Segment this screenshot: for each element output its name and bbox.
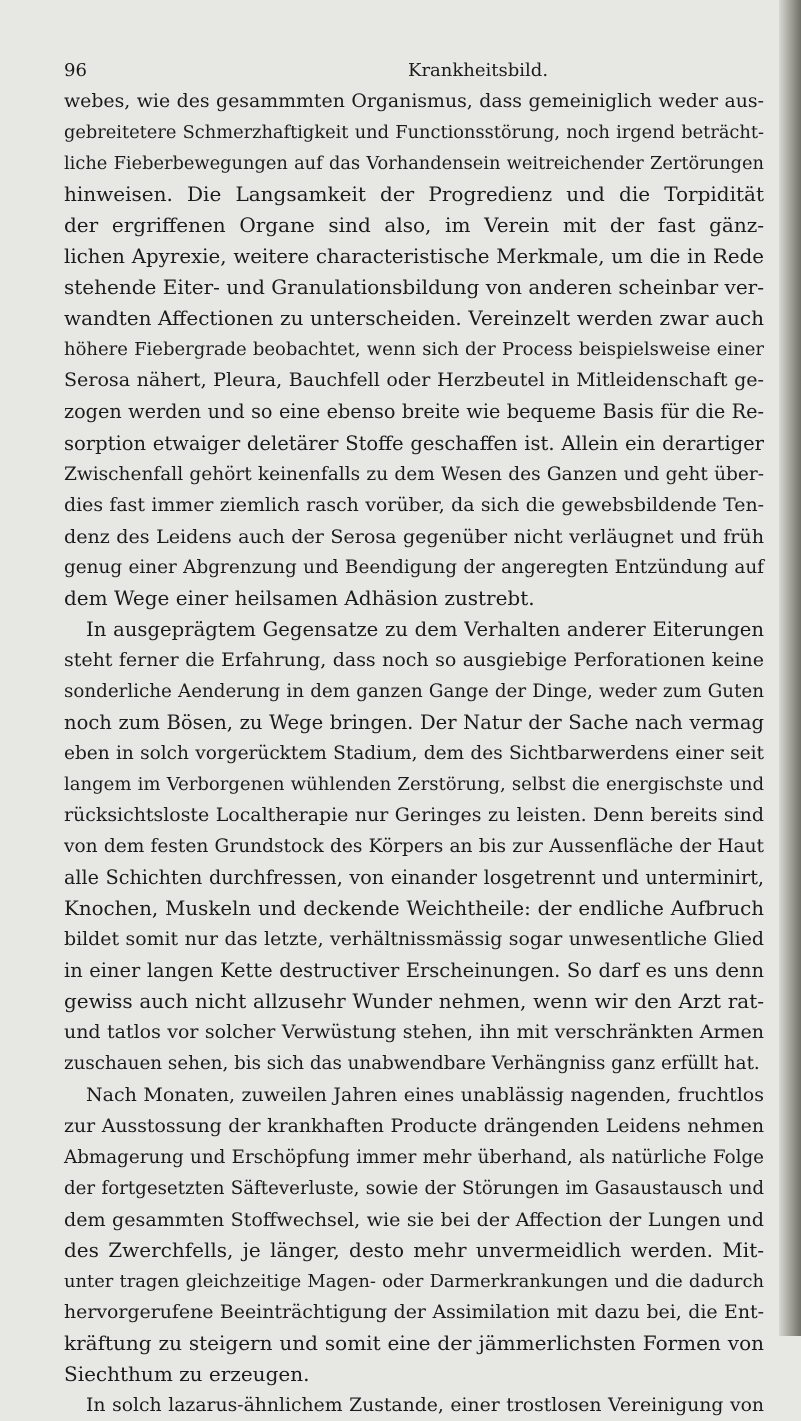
text-line: der fortgesetzten Säfteverluste, sowie der Störungen im Gasaustausch und: [64, 1177, 764, 1199]
text-line: In solch lazarus-ähnlichem Zustande, einer trostlosen Vereinigung von: [86, 1394, 764, 1416]
text-line: Nach Monaten, zuweilen Jahren eines unablässig nagenden, fruchtlos: [86, 1083, 764, 1106]
text-line: wandten Affectionen zu unterscheiden. Vereinzelt werden zwar auch: [64, 306, 764, 331]
text-line: eben in solch vorgerücktem Stadium, dem des Sichtbarwerdens einer seit: [64, 742, 764, 764]
text-line: und tatlos vor solcher Verwüstung stehen, ihn mit verschränkten Armen: [64, 1021, 764, 1044]
body-text: [64, 86, 764, 1421]
text-line: denz des Leidens auch der Serosa gegenüber nicht verläugnet und früh: [64, 524, 764, 548]
text-line: liche Fieberbewegungen auf das Vorhandensein weitreichender Zertörungen: [64, 153, 764, 175]
text-line: langem im Verborgenen wühlenden Zerstörung, selbst die energischste und: [64, 774, 764, 796]
text-line: rücksichtsloste Localtherapie nur Geringes zu leisten. Denn bereits sind: [64, 804, 764, 827]
text-line: webes, wie des gesammmten Organismus, dass gemeiniglich weder aus-: [64, 90, 764, 112]
text-line: von dem festen Grundstock des Körpers an bis zur Aussenfläche der Haut: [64, 836, 764, 858]
text-line: hervorgerufene Beeinträchtigung der Assimilation mit dazu bei, die Ent-: [64, 1300, 764, 1323]
text-line: der ergriffenen Organe sind also, im Verein mit der fast gänz-: [64, 213, 764, 238]
text-line: unter tragen gleichzeitige Magen- oder Darmerkrankungen und die dadurch: [64, 1270, 764, 1292]
text-line: höhere Fiebergrade beobachtet, wenn sich der Process beispielsweise einer: [64, 339, 764, 361]
text-line: stehende Eiter- und Granulationsbildung von anderen scheinbar ver-: [64, 275, 764, 300]
text-line: genug einer Abgrenzung und Beendigung der angeregten Entzündung auf: [64, 556, 764, 578]
text-line: zogen werden und so eine ebenso breite wie bequeme Basis für die Re-: [64, 400, 764, 424]
text-line: in einer langen Kette destructiver Erscheinungen. So darf es uns denn: [64, 959, 764, 983]
text-line: alle Schichten durchfressen, von einander losgetrennt und unterminirt,: [64, 866, 764, 890]
page-number: 96: [64, 60, 87, 81]
page-edge: [779, 0, 801, 1336]
text-line: noch zum Bösen, zu Wege bringen. Der Natur der Sache nach vermag: [64, 710, 764, 734]
text-line: Zwischenfall gehört keinenfalls zu dem Wesen des Ganzen und geht über-: [64, 463, 764, 485]
text-line: dem gesammten Stoffwechsel, wie sie bei der Affection der Lungen und: [64, 1207, 764, 1231]
text-line: Knochen, Muskeln und deckende Weichtheile: der endliche Aufbruch: [64, 897, 764, 921]
text-line: dies fast immer ziemlich rasch vorüber, da sich die gewebsbildende Ten-: [64, 493, 764, 516]
text-line: hinweisen. Die Langsamkeit der Progredienz und die Torpidität: [64, 182, 764, 207]
text-line: Abmagerung und Erschöpfung immer mehr überhand, als natürliche Folge: [64, 1146, 764, 1168]
text-line: sorption etwaiger deletärer Stoffe geschaffen ist. Allein ein derartiger: [64, 431, 764, 455]
text-line: kräftung zu steigern und somit eine der jämmerlichsten Formen von: [64, 1330, 764, 1355]
text-line: dem Wege einer heilsamen Adhäsion zustrebt.: [64, 585, 535, 610]
text-line: zuschauen sehen, bis sich das unabwendbare Verhängniss ganz erfüllt hat.: [64, 1053, 760, 1075]
text-line: Siechthum zu erzeugen.: [64, 1361, 310, 1386]
text-line: des Zwerchfells, je länger, desto mehr unvermeidlich werden. Mit-: [64, 1237, 764, 1262]
text-line: gebreitetere Schmerzhaftigkeit und Functionsstörung, noch irgend beträcht-: [64, 122, 764, 144]
text-line: lichen Apyrexie, weitere characteristische Merkmale, um die in Rede: [64, 245, 764, 269]
running-title: Krankheitsbild.: [408, 60, 549, 81]
text-line: gewiss auch nicht allzusehr Wunder nehmen, wenn wir den Arzt rat-: [64, 989, 764, 1014]
text-line: Serosa nähert, Pleura, Bauchfell oder Herzbeutel in Mitleidenschaft ge-: [64, 369, 764, 392]
text-line: sonderliche Aenderung in dem ganzen Gange der Dinge, weder zum Guten: [64, 680, 764, 702]
text-line: zur Ausstossung der krankhaften Producte drängenden Leidens nehmen: [64, 1114, 764, 1137]
text-line: In ausgeprägtem Gegensatze zu dem Verhalten anderer Eiterungen: [86, 617, 764, 641]
text-line: steht ferner die Erfahrung, dass noch so ausgiebige Perforationen keine: [64, 648, 764, 671]
text-line: bildet somit nur das letzte, verhältnissmässig sogar unwesentliche Glied: [64, 928, 764, 951]
